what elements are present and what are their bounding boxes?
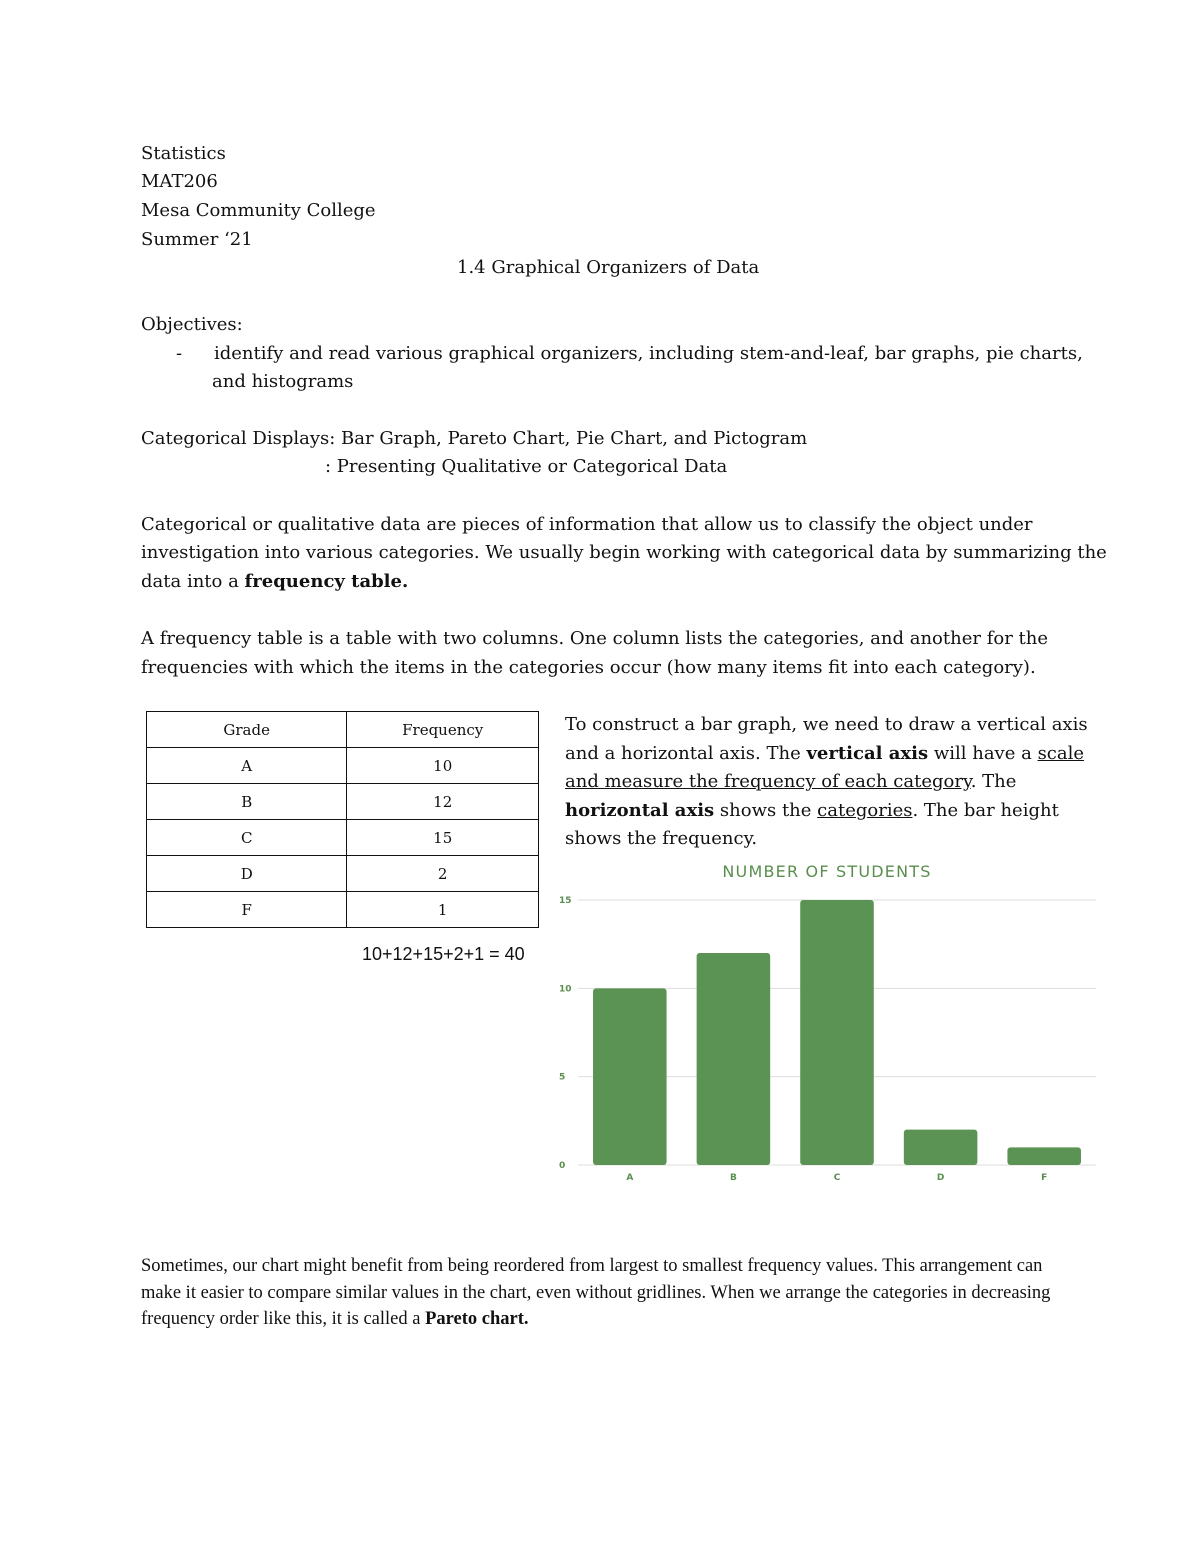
course-code: MAT206 [141,171,218,192]
x-tick-label: A [626,1173,634,1183]
objective-item-line1: identify and read various graphical organizers, including stem-and-leaf, bar graphs, pie charts, [214,343,1083,364]
bar-text-line4-mid: shows the [714,800,818,821]
grade-cell: F [147,892,347,928]
frequency-sum: 10+12+15+2+1 = 40 [362,944,525,964]
grade-cell: A [147,748,347,784]
para1-line1: Categorical or qualitative data are pieces of information that allow us to classify the object under [141,514,1033,535]
page-title: 1.4 Graphical Organizers of Data [457,257,760,278]
x-tick-label: C [833,1173,841,1183]
bar-b [697,953,771,1165]
frequency-cell: 2 [347,856,539,892]
grade-cell: D [147,856,347,892]
para1-line3-text: data into a [141,571,245,592]
frequency-cell: 10 [347,748,539,784]
bar-f [1007,1147,1081,1165]
column-header-frequency: Frequency [347,712,539,748]
bar-d [904,1130,978,1165]
bar-text-line5: shows the frequency. [565,828,758,849]
bar-a [593,988,667,1165]
measure-frequency-phrase: and measure the frequency of each category [565,771,971,792]
para1-line2: investigation into various categories. We usually begin working with categorical data by summarizing the [141,542,1107,563]
table-row [147,784,539,820]
column-header-grade: Grade [147,712,347,748]
grade-cell: B [147,784,347,820]
categorical-displays-subheading: : Presenting Qualitative or Categorical Data [325,456,728,477]
table-row [147,820,539,856]
objectives-label: Objectives: [141,314,243,335]
bar-text-line3 [565,768,1016,797]
horizontal-axis-term: horizontal axis [565,800,715,821]
table-row [147,856,539,892]
categorical-displays-heading: Categorical Displays: Bar Graph, Pareto Chart, Pie Chart, and Pictogram [141,428,808,449]
bar-c [800,900,874,1165]
table-header-row [147,712,539,748]
y-tick-label: 10 [559,984,572,995]
x-tick-label: F [1041,1173,1048,1183]
pareto-paragraph-text: Sometimes, our chart might benefit from being reordered from largest to smallest frequency values. This arrangement can make it easier to compare similar values in the chart, even without gridlines. When we arrange the categories in decreasing frequency order like this, it is called a [141,1256,1051,1329]
y-tick-label: 5 [559,1072,566,1083]
objective-bullet-dash: - [176,343,183,364]
frequency-table-term: frequency table. [244,571,409,592]
para2-line2: frequencies with which the items in the categories occur (how many items fit into each category). [141,657,1036,678]
categories-term: categories [817,800,913,821]
table-row [147,892,539,928]
bar-text-line2-start: and a horizontal axis. The [565,743,807,764]
bar-text-line4-end: . The bar height [912,800,1059,821]
bar-text-line2 [565,740,1084,769]
bar-text-line4 [565,797,1059,826]
pareto-paragraph [141,1253,1081,1333]
course-subject: Statistics [141,143,226,164]
table-row [147,748,539,784]
term: Summer ‘21 [141,229,253,250]
pareto-chart-term: Pareto chart. [425,1309,529,1329]
college-name: Mesa Community College [141,200,376,221]
objective-item-line2: and histograms [212,371,354,392]
y-tick-label: 15 [559,896,572,906]
frequency-cell: 1 [347,892,539,928]
scale-term: scale [1037,743,1085,764]
grade-cell: C [147,820,347,856]
frequency-cell: 15 [347,820,539,856]
y-tick-label: 0 [559,1161,566,1171]
frequency-table [146,711,539,928]
bar-text-line1: To construct a bar graph, we need to draw a vertical axis [565,714,1088,735]
frequency-cell: 12 [347,784,539,820]
x-tick-label: D [936,1173,945,1183]
bar-text-line2-mid: will have a [928,743,1038,764]
vertical-axis-term: vertical axis [806,743,929,764]
bar-chart [556,890,1100,1190]
para1-line3 [141,568,408,597]
para2-line1: A frequency table is a table with two columns. One column lists the categories, and another for the [141,628,1049,649]
chart-title: NUMBER OF STUDENTS [722,862,932,881]
bar-text-line3-end: . The [970,771,1017,792]
x-tick-label: B [729,1173,737,1183]
